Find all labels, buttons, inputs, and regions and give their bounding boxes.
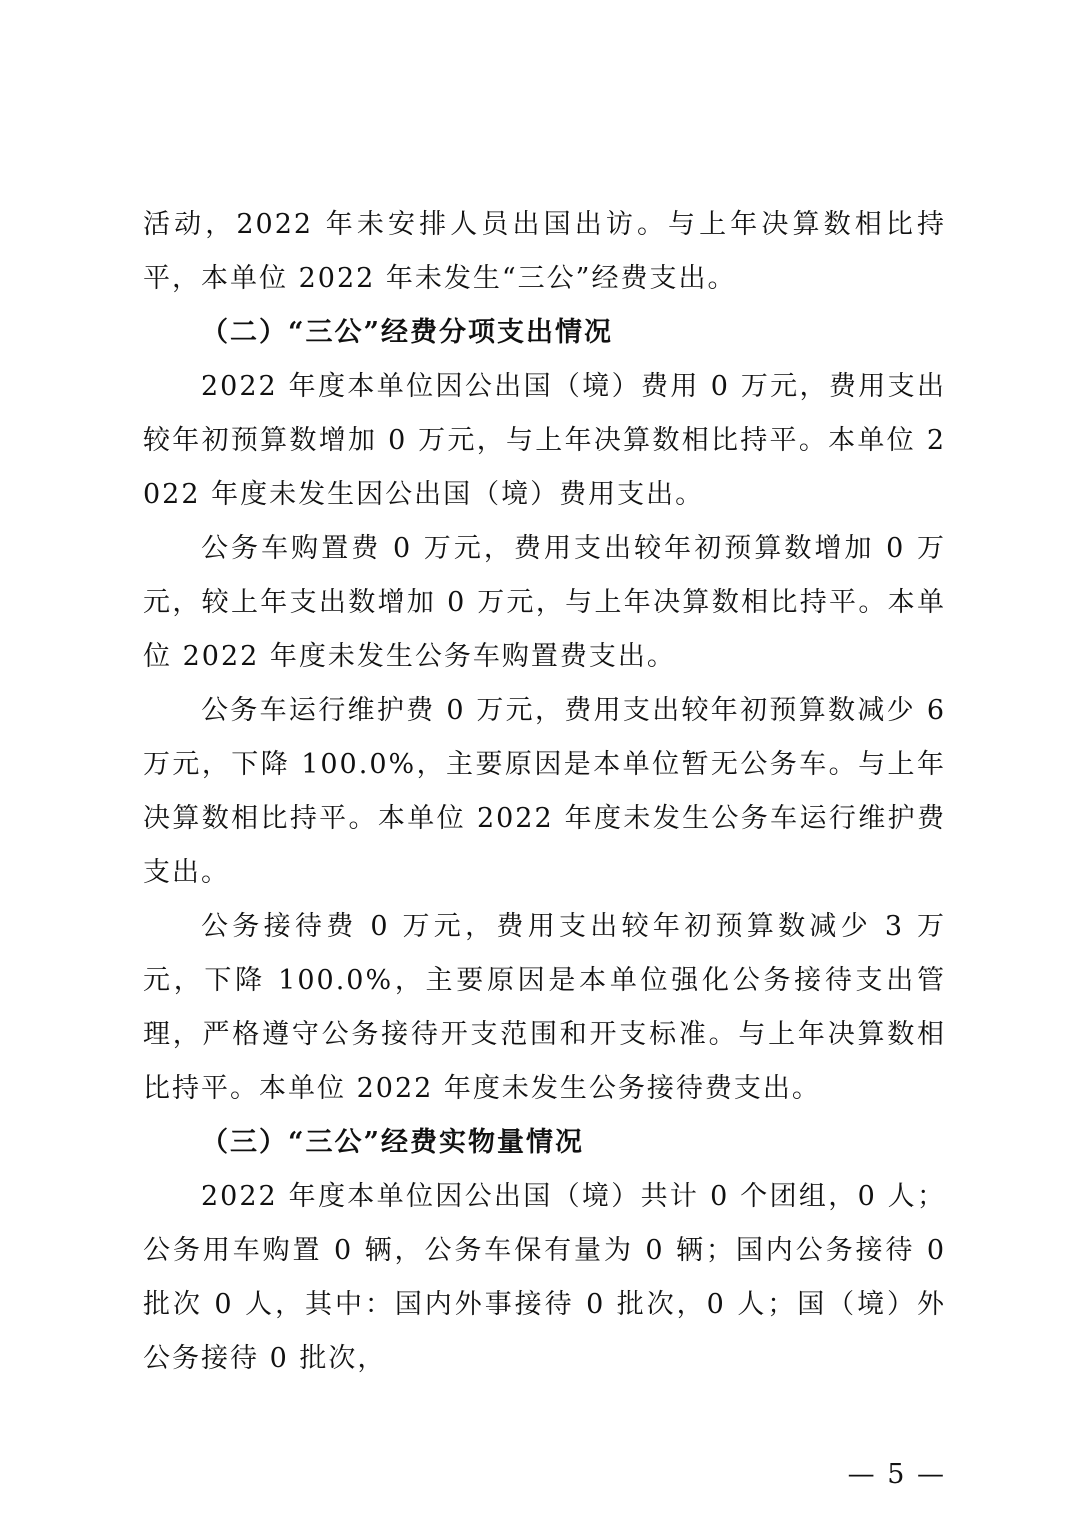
paragraph-vehicle-maintenance: 公务车运行维护费 0 万元，费用支出较年初预算数减少 6 万元，下降 100.0%，主要原因是本单位暂无公务车。与上年决算数相比持平。本单位 2022 年度未发生公务车运行维护费支出。 [143,695,946,888]
paragraph-physical-quantity: 2022 年度本单位因公出国（境）共计 0 个团组，0 人；公务用车购置 0 辆，公务车保有量为 0 辆；国内公务接待 0 批次 0 人，其中：国内外事接待 0 批次，0 人；国（境）外公务接待 0 批次， [143,1181,946,1374]
page-number: — 5 — [847,1459,946,1490]
paragraph-reception: 公务接待费 0 万元，费用支出较年初预算数减少 3 万元，下降 100.0%，主要原因是本单位强化公务接待支出管理，严格遵守公务接待开支范围和开支标准。与上年决算数相比持平。本单位 2022 年度未发生公务接待费支出。 [143,911,946,1104]
paragraph-continuation: 活动，2022 年未安排人员出国出访。与上年决算数相比持平，本单位 2022 年未发生“三公”经费支出。 [143,209,946,294]
paragraph-overseas-travel: 2022 年度本单位因公出国（境）费用 0 万元，费用支出较年初预算数增加 0 万元，与上年决算数相比持平。本单位 2022 年度未发生因公出国（境）费用支出。 [143,371,946,510]
paragraph-vehicle-purchase: 公务车购置费 0 万元，费用支出较年初预算数增加 0 万元，较上年支出数增加 0 万元，与上年决算数相比持平。本单位 2022 年度未发生公务车购置费支出。 [143,533,946,672]
section-heading-3: （三）“三公”经费实物量情况 [201,1127,585,1158]
section-heading-2: （二）“三公”经费分项支出情况 [201,317,614,348]
document-body [143,198,946,1386]
